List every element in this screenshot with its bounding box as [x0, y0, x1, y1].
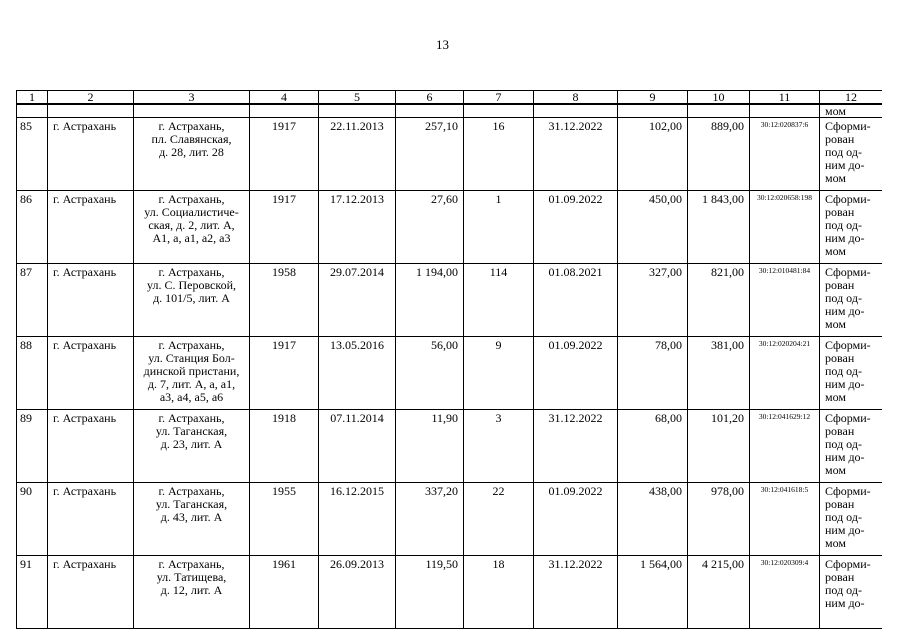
- year-cell: 1955: [250, 483, 319, 556]
- column-header-2: 2: [48, 91, 134, 105]
- plot-area-cell: 821,00: [688, 264, 750, 337]
- status-cell: [820, 483, 883, 556]
- cadastral-number-cell: 30:12:020658:198: [750, 191, 820, 264]
- land-area-cell: 78,00: [618, 337, 688, 410]
- residents-cell: 16: [464, 118, 534, 191]
- plot-area-cell: 1 843,00: [688, 191, 750, 264]
- year-cell: 1958: [250, 264, 319, 337]
- address-cell-line: г. Астрахань,: [158, 484, 225, 498]
- date-cell: 22.11.2013: [319, 118, 396, 191]
- date-cell: 17.12.2013: [319, 191, 396, 264]
- address-cell-line: А1, а, а1, а2, а3: [152, 231, 231, 245]
- table-row: [17, 118, 883, 191]
- residents-cell: 3: [464, 410, 534, 483]
- date-cell: 07.11.2014: [319, 410, 396, 483]
- status-cell-line: Сформи-: [825, 411, 871, 425]
- status-cell-line: Сформи-: [825, 119, 871, 133]
- area-cell: 1 194,00: [396, 264, 464, 337]
- cont-cell: [396, 104, 464, 118]
- address-cell-line: динской пристани,: [143, 364, 240, 378]
- deadline-cell: 31.12.2022: [534, 410, 618, 483]
- address-cell-line: а3, а4, а5, а6: [159, 390, 224, 404]
- table-row: [17, 410, 883, 483]
- deadline-cell: 01.09.2022: [534, 483, 618, 556]
- status-cell: [820, 337, 883, 410]
- status-cell-line: ним до-: [825, 450, 865, 464]
- city-cell: г. Астрахань: [48, 410, 134, 483]
- address-cell-line: д. 7, лит. А, а, а1,: [147, 377, 236, 391]
- date-cell: 13.05.2016: [319, 337, 396, 410]
- address-cell: [134, 410, 250, 483]
- cont-cell: [17, 104, 48, 118]
- address-cell-line: г. Астрахань,: [158, 192, 225, 206]
- status-cell-line: мом: [825, 463, 846, 477]
- residents-cell: 22: [464, 483, 534, 556]
- date-cell: 16.12.2015: [319, 483, 396, 556]
- cont-cell: [319, 104, 396, 118]
- status-cell-line: рован: [825, 424, 855, 438]
- status-cell-line: Сформи-: [825, 192, 871, 206]
- address-cell-line: д. 43, лит. А: [160, 510, 223, 524]
- cont-cell: [534, 104, 618, 118]
- column-header-6: 6: [396, 91, 464, 105]
- page-number: 13: [436, 37, 449, 52]
- column-header-12: 12: [820, 91, 883, 105]
- status-cell-line: Сформи-: [825, 338, 871, 352]
- row-number: 90: [17, 483, 48, 556]
- row-number: 85: [17, 118, 48, 191]
- row-number: 86: [17, 191, 48, 264]
- status-cell: [820, 264, 883, 337]
- status-cell-line: мом: [825, 317, 846, 331]
- column-header-7: 7: [464, 91, 534, 105]
- year-cell: 1917: [250, 118, 319, 191]
- address-cell: [134, 118, 250, 191]
- land-area-cell: 450,00: [618, 191, 688, 264]
- address-cell-line: д. 12, лит. А: [160, 583, 223, 597]
- status-cell-line: Сформи-: [825, 484, 871, 498]
- status-cell-line: рован: [825, 570, 855, 584]
- address-cell-line: г. Астрахань,: [158, 119, 225, 133]
- city-cell: г. Астрахань: [48, 191, 134, 264]
- address-cell-line: ул. Таганская,: [155, 424, 228, 438]
- land-area-cell: 68,00: [618, 410, 688, 483]
- status-cell: [820, 556, 883, 629]
- address-cell-line: г. Астрахань,: [158, 557, 225, 571]
- residents-cell: 1: [464, 191, 534, 264]
- year-cell: 1917: [250, 337, 319, 410]
- cont-status-cell: мом: [820, 104, 883, 118]
- status-cell: [820, 118, 883, 191]
- table-row: [17, 556, 883, 629]
- cont-cell: [134, 104, 250, 118]
- address-cell: [134, 483, 250, 556]
- status-cell-line: Сформи-: [825, 265, 871, 279]
- status-cell-line: мом: [825, 390, 846, 404]
- status-cell-line: под од-: [825, 291, 862, 305]
- area-cell: 337,20: [396, 483, 464, 556]
- city-cell: г. Астрахань: [48, 337, 134, 410]
- date-cell: 29.07.2014: [319, 264, 396, 337]
- address-cell-line: ул. Татищева,: [156, 570, 227, 584]
- status-cell-line: мом: [825, 536, 846, 550]
- row-number: 87: [17, 264, 48, 337]
- status-cell-line: Сформи-: [825, 557, 871, 571]
- status-cell-line: ним до-: [825, 596, 865, 610]
- column-header-1: 1: [17, 91, 48, 105]
- date-cell: 26.09.2013: [319, 556, 396, 629]
- table-row: [17, 191, 883, 264]
- status-cell-line: рован: [825, 205, 855, 219]
- table-body: [17, 104, 883, 629]
- cont-cell: [48, 104, 134, 118]
- cadastral-number-cell: 30:12:010481:84: [750, 264, 820, 337]
- status-cell-line: ним до-: [825, 523, 865, 537]
- status-cell-line: рован: [825, 278, 855, 292]
- address-cell-line: ул. С. Перовской,: [146, 278, 237, 292]
- cadastral-number-cell: 30:12:020837:6: [750, 118, 820, 191]
- deadline-cell: 01.09.2022: [534, 337, 618, 410]
- address-cell-line: г. Астрахань,: [158, 411, 225, 425]
- city-cell: г. Астрахань: [48, 483, 134, 556]
- registry-table-sheet: [16, 90, 882, 640]
- residents-cell: 114: [464, 264, 534, 337]
- address-cell-line: г. Астрахань,: [158, 338, 225, 352]
- address-cell-line: ская, д. 2, лит. А,: [148, 218, 235, 232]
- deadline-cell: 01.08.2021: [534, 264, 618, 337]
- status-cell-line: рован: [825, 497, 855, 511]
- address-cell-line: ул. Станция Бол-: [148, 351, 235, 365]
- land-area-cell: 327,00: [618, 264, 688, 337]
- cadastral-number-cell: 30:12:020204:21: [750, 337, 820, 410]
- column-header-5: 5: [319, 91, 396, 105]
- housing-registry-table: [16, 90, 882, 629]
- status-cell-line: под од-: [825, 510, 862, 524]
- area-cell: 27,60: [396, 191, 464, 264]
- city-cell: г. Астрахань: [48, 118, 134, 191]
- row-number: 88: [17, 337, 48, 410]
- residents-cell: 9: [464, 337, 534, 410]
- address-cell: [134, 191, 250, 264]
- status-cell-line: рован: [825, 132, 855, 146]
- deadline-cell: 01.09.2022: [534, 191, 618, 264]
- plot-area-cell: 978,00: [688, 483, 750, 556]
- column-header-8: 8: [534, 91, 618, 105]
- status-cell-line: под од-: [825, 437, 862, 451]
- row-number: 89: [17, 410, 48, 483]
- address-cell: [134, 337, 250, 410]
- status-cell: [820, 410, 883, 483]
- land-area-cell: 438,00: [618, 483, 688, 556]
- address-cell-line: д. 28, лит. 28: [159, 145, 224, 159]
- status-cell-line: ним до-: [825, 231, 865, 245]
- plot-area-cell: 381,00: [688, 337, 750, 410]
- residents-cell: 18: [464, 556, 534, 629]
- address-cell-line: пл. Славянская,: [151, 132, 232, 146]
- cont-cell: [464, 104, 534, 118]
- cont-cell: [250, 104, 319, 118]
- table-row: [17, 483, 883, 556]
- status-cell-line: под од-: [825, 145, 862, 159]
- year-cell: 1917: [250, 191, 319, 264]
- status-cell-line: под од-: [825, 218, 862, 232]
- status-cell: [820, 191, 883, 264]
- area-cell: 119,50: [396, 556, 464, 629]
- cadastral-number-cell: 30:12:041618:5: [750, 483, 820, 556]
- column-header-11: 11: [750, 91, 820, 105]
- area-cell: 11,90: [396, 410, 464, 483]
- area-cell: 257,10: [396, 118, 464, 191]
- column-header-9: 9: [618, 91, 688, 105]
- address-cell-line: г. Астрахань,: [158, 265, 225, 279]
- address-cell-line: ул. Социалистиче-: [144, 205, 239, 219]
- deadline-cell: 31.12.2022: [534, 556, 618, 629]
- address-cell-line: д. 23, лит. А: [160, 437, 223, 451]
- cadastral-number-cell: 30:12:020309:4: [750, 556, 820, 629]
- column-number-row: [17, 91, 883, 105]
- column-header-4: 4: [250, 91, 319, 105]
- status-cell-line: мом: [825, 244, 846, 258]
- status-cell-line: под од-: [825, 364, 862, 378]
- plot-area-cell: 889,00: [688, 118, 750, 191]
- table-row: [17, 337, 883, 410]
- city-cell: г. Астрахань: [48, 556, 134, 629]
- deadline-cell: 31.12.2022: [534, 118, 618, 191]
- area-cell: 56,00: [396, 337, 464, 410]
- land-area-cell: 102,00: [618, 118, 688, 191]
- address-cell-line: д. 101/5, лит. А: [153, 291, 230, 305]
- address-cell: [134, 264, 250, 337]
- address-cell: [134, 556, 250, 629]
- address-cell-line: ул. Таганская,: [155, 497, 228, 511]
- city-cell: г. Астрахань: [48, 264, 134, 337]
- continuation-row: [17, 104, 883, 118]
- status-cell-line: под од-: [825, 583, 862, 597]
- cont-cell: [618, 104, 688, 118]
- status-cell-line: рован: [825, 351, 855, 365]
- column-header-3: 3: [134, 91, 250, 105]
- status-cell-line: ним до-: [825, 304, 865, 318]
- year-cell: 1961: [250, 556, 319, 629]
- status-cell-line: ним до-: [825, 158, 865, 172]
- status-cell-line: ним до-: [825, 377, 865, 391]
- plot-area-cell: 101,20: [688, 410, 750, 483]
- year-cell: 1918: [250, 410, 319, 483]
- table-row: [17, 264, 883, 337]
- cadastral-number-cell: 30:12:041629:12: [750, 410, 820, 483]
- status-cell-line: мом: [825, 171, 846, 185]
- plot-area-cell: 4 215,00: [688, 556, 750, 629]
- column-header-10: 10: [688, 91, 750, 105]
- cont-cell: [688, 104, 750, 118]
- cont-cell: [750, 104, 820, 118]
- row-number: 91: [17, 556, 48, 629]
- land-area-cell: 1 564,00: [618, 556, 688, 629]
